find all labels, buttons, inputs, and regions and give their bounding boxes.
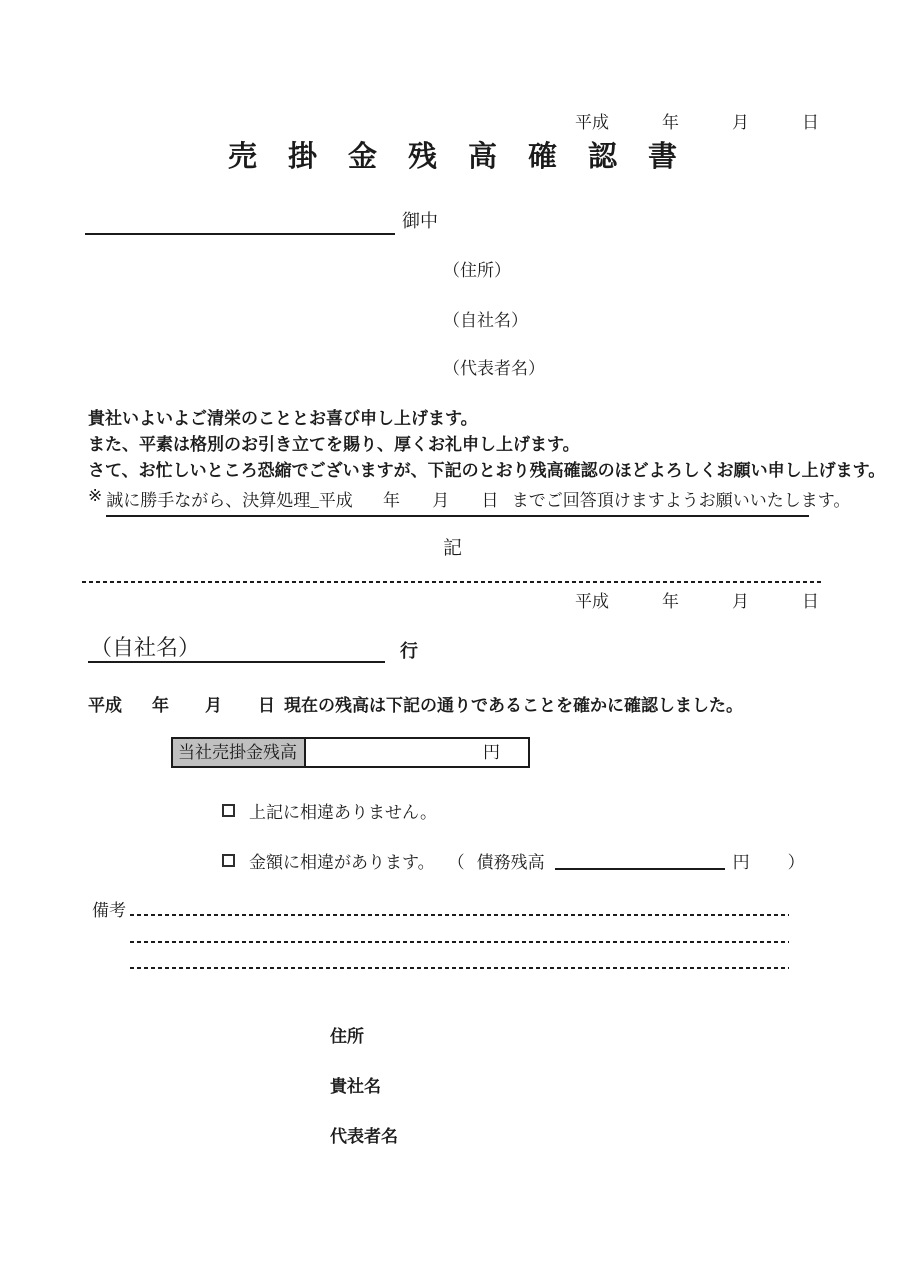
confirm-year-label: 年 — [152, 696, 169, 715]
remarks-line-2[interactable] — [130, 941, 789, 943]
reply-date-day-label: 日 — [802, 592, 819, 611]
confirm-era: 平成 — [88, 696, 122, 715]
remarks-line-3[interactable] — [130, 967, 789, 969]
note-month-label: 月 — [432, 491, 450, 510]
balance-table — [171, 737, 530, 768]
balance-value-cell[interactable] — [306, 737, 530, 768]
reply-company-label: （自社名） — [90, 635, 201, 660]
option-no-difference — [222, 798, 437, 823]
greeting-line-3: さて、お忙しいところ恐縮でございますが、下記のとおり残高確認のほどよろしくお願い申し上げます。 — [88, 461, 886, 480]
issue-date — [575, 108, 819, 133]
option-no-difference-label: 上記に相違ありません。 — [249, 803, 438, 822]
issue-date-day-label: 日 — [802, 113, 819, 132]
debt-balance-underline[interactable] — [555, 852, 725, 870]
note-suffix: までご回答頂けますようお願いいたします。 — [511, 491, 851, 510]
signer-address-label: 住所 — [330, 1027, 364, 1046]
note-marker: ※ — [88, 486, 103, 505]
confirm-month-label: 月 — [205, 696, 222, 715]
honorific-label: 御中 — [402, 211, 438, 231]
recipient-name-underline[interactable] — [85, 210, 395, 235]
note-day-label: 日 — [481, 491, 499, 510]
page-title: 売掛金残高確認書 — [227, 141, 708, 173]
debt-balance-label: 債務残高 — [476, 853, 545, 872]
signer-company-label: 貴社名 — [330, 1077, 381, 1096]
paren-close: ） — [787, 853, 805, 872]
paren-open: （ — [447, 853, 465, 872]
confirm-text: 現在の残高は下記の通りであることを確かに確認しました。 — [284, 696, 743, 715]
remarks-label: 備考 — [92, 901, 126, 920]
greeting-line-1: 貴社いよいよご清栄のこととお喜び申し上げます。 — [88, 409, 478, 428]
option-difference-label: 金額に相違があります。 — [249, 853, 435, 872]
representative-placeholder-label: （代表者名） — [443, 359, 545, 378]
yen-unit-label: 円 — [483, 743, 500, 762]
issue-date-month-label: 月 — [732, 113, 749, 132]
reply-date-year-label: 年 — [662, 592, 679, 611]
address-placeholder-label: （住所） — [443, 261, 511, 280]
deadline-note-underline — [106, 486, 851, 517]
issue-date-era: 平成 — [575, 113, 609, 132]
reply-date — [575, 587, 819, 612]
note-prefix: 誠に勝手ながら、決算処理_平成 — [106, 491, 353, 510]
greeting-line-2: また、平素は格別のお引き立てを賜り、厚くお礼申し上げます。 — [88, 435, 580, 454]
confirm-day-label: 日 — [258, 696, 275, 715]
option-difference — [222, 848, 805, 873]
reply-date-month-label: 月 — [732, 592, 749, 611]
checkbox-no-difference[interactable] — [222, 804, 235, 817]
to-suffix-label: 行 — [400, 641, 418, 661]
signer-representative-label: 代表者名 — [330, 1127, 398, 1146]
debt-yen-unit-label: 円 — [732, 853, 750, 872]
separator-dashed-line — [82, 581, 822, 583]
confirmation-line — [88, 691, 743, 716]
note-year-label: 年 — [383, 491, 400, 510]
company-placeholder-label: （自社名） — [443, 311, 528, 330]
record-marker: 記 — [442, 538, 462, 559]
remarks-line-1[interactable] — [130, 914, 789, 916]
checkbox-difference[interactable] — [222, 854, 235, 867]
reply-date-era: 平成 — [575, 592, 609, 611]
deadline-note — [88, 486, 851, 517]
balance-table-header-cell: 当社売掛金残高 — [171, 737, 306, 768]
issue-date-year-label: 年 — [662, 113, 679, 132]
